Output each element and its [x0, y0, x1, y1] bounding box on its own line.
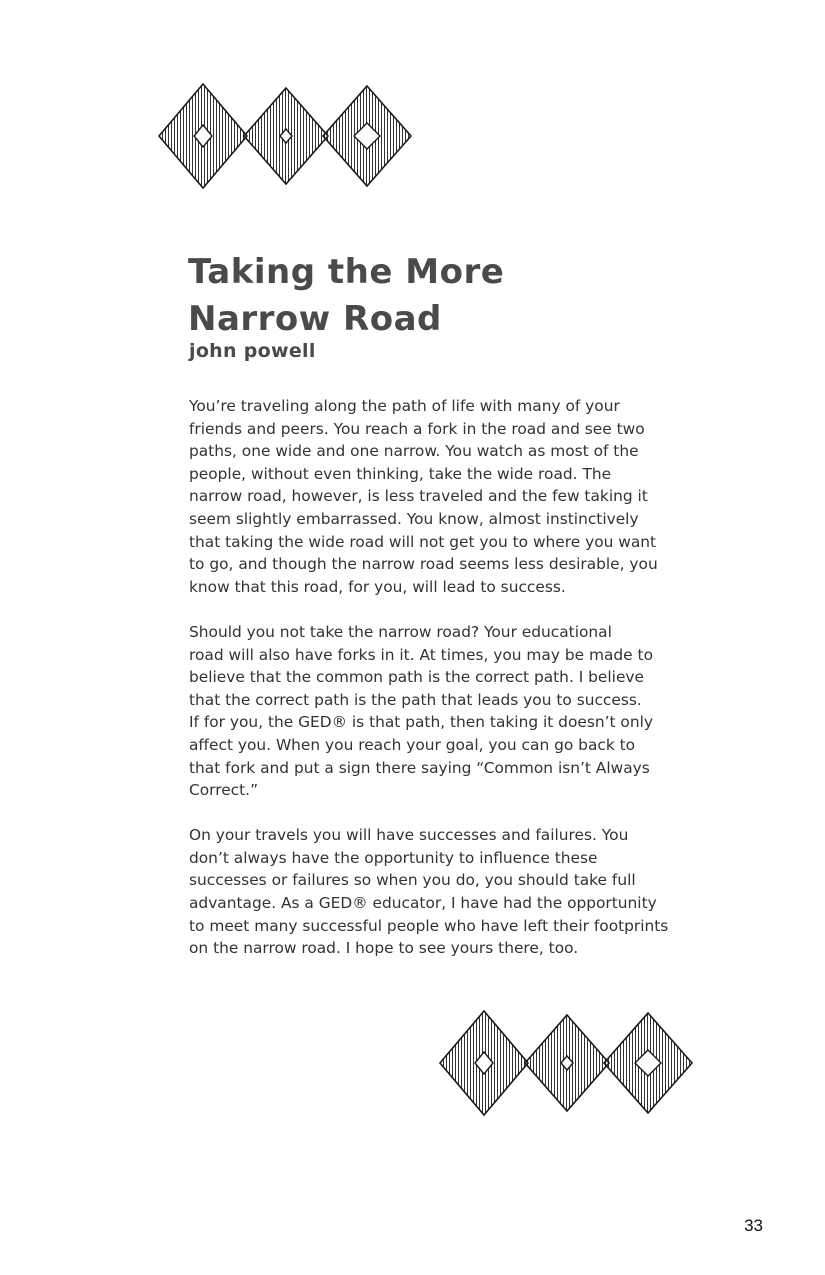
title-line: Narrow Road — [188, 299, 442, 339]
text-line: to meet many successful people who have left their footprints — [189, 916, 669, 935]
text-line: road will also have forks in it. At times, you may be made to — [189, 645, 653, 664]
diamond-shape — [244, 88, 328, 184]
diamond-shape — [159, 84, 247, 188]
text-line: Correct.” — [189, 781, 259, 800]
text-line: seem slightly embarrassed. You know, almost instinctively — [189, 509, 639, 528]
article-body — [189, 395, 669, 982]
text-line: on the narrow road. I hope to see yours there, too. — [189, 939, 579, 958]
text-line: friends and peers. You reach a fork in the road and see two — [189, 419, 645, 438]
text-line: If for you, the GED® is that path, then taking it doesn’t only — [189, 713, 653, 732]
text-line: advantage. As a GED® educator, I have had the opportunity — [189, 894, 657, 913]
text-line: that taking the wide road will not get you to where you want — [189, 532, 657, 551]
text-line: narrow road, however, is less traveled and the few taking it — [189, 487, 648, 506]
paragraph — [189, 824, 669, 960]
diamond-shape — [323, 86, 411, 186]
diamond-shape — [604, 1013, 692, 1113]
text-line: affect you. When you reach your goal, you can go back to — [189, 735, 636, 754]
text-line: people, without even thinking, take the wide road. The — [189, 464, 612, 483]
text-line: On your travels you will have successes and failures. You — [189, 826, 629, 845]
page-number: 33 — [744, 1216, 763, 1235]
text-line: know that this road, for you, will lead to success. — [189, 577, 566, 596]
article-author: john powell — [189, 340, 316, 362]
diamond-ornament-bottom-icon — [436, 1007, 696, 1119]
text-line: to go, and though the narrow road seems less desirable, you — [189, 555, 658, 574]
text-line: believe that the common path is the correct path. I believe — [189, 668, 644, 687]
paragraph — [189, 621, 669, 802]
diamond-shape — [525, 1015, 609, 1111]
article-title — [188, 249, 658, 343]
text-line: successes or failures so when you do, you should take full — [189, 871, 636, 890]
text-line: You’re traveling along the path of life with many of your — [189, 397, 620, 415]
text-line: that fork and put a sign there saying “Common isn’t Always — [189, 758, 650, 777]
text-line: Should you not take the narrow road? Your educational — [189, 622, 612, 641]
text-line: don’t always have the opportunity to influence these — [189, 848, 598, 867]
title-line: Taking the More — [188, 252, 505, 292]
diamond-ornament-top-icon — [155, 80, 415, 192]
diamond-shape — [440, 1011, 528, 1115]
paragraph — [189, 395, 669, 598]
text-line: paths, one wide and one narrow. You watch as most of the — [189, 442, 639, 461]
text-line: that the correct path is the path that leads you to success. — [189, 690, 642, 709]
